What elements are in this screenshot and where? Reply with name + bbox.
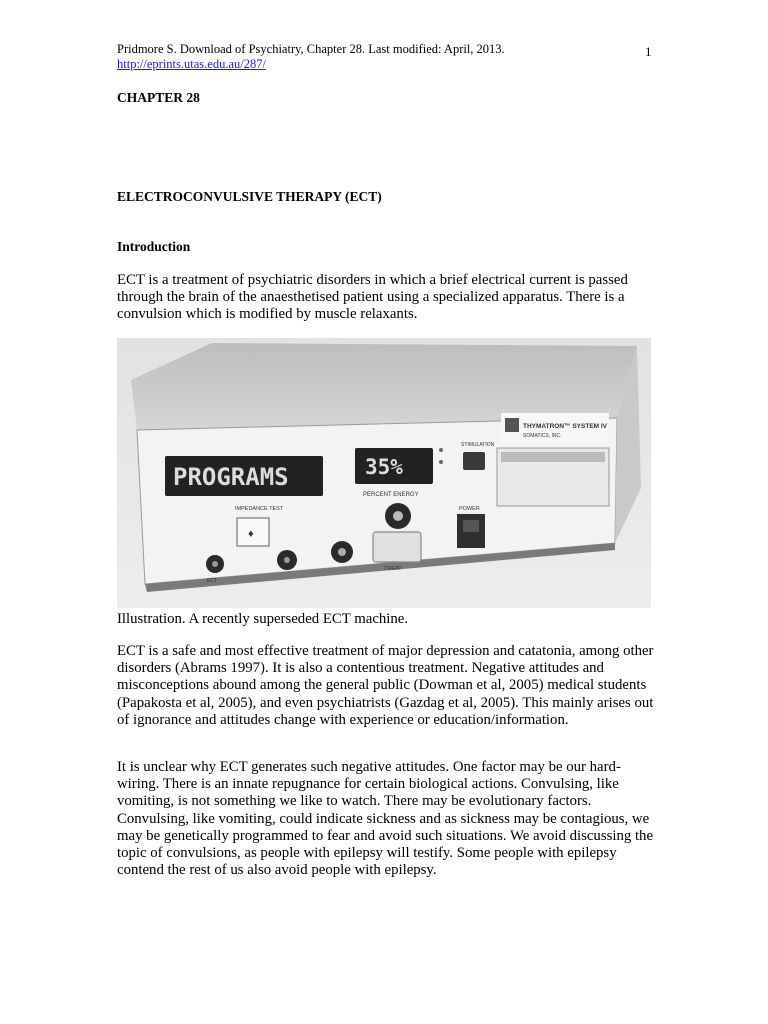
treat-label: TREAT xyxy=(384,566,402,572)
stimulation-label: STIMULATION xyxy=(461,442,495,448)
display-left-text: PROGRAMS xyxy=(173,463,289,491)
paragraph-3: It is unclear why ECT generates such negative attitudes. One factor may be our hard-wiring. There is an innate repugnance for certain biological actions. Convulsing, like vomiting, is not something we like to watch. There may be evolutionary factors. Convulsing, like vomiting, could indicate sickness and as sickness may be contagious, we may be genetically programmed to fear and avoid such situations. We avoid discussing the topic of convulsions, as people with epilepsy will testify. Some people with epilepsy contend the rest of us also avoid people with epilepsy. xyxy=(117,759,654,879)
paragraph-2: ECT is a safe and most effective treatment of major depression and catatonia, among other disorders (Abrams 1997). It is also a contentious treatment. Negative attitudes and misconceptions abound among the general public (Dowman et al, 2005) medical students (Papakosta et al, 2005), and even psychiatrists (Gazdag et al, 2005). This mainly arises out of ignorance and attitudes change with experience or education/information. xyxy=(117,643,654,728)
citation-line: Pridmore S. Download of Psychiatry, Chapter 28. Last modified: April, 2013. xyxy=(117,42,505,56)
ect-machine-photo xyxy=(117,338,651,608)
svg-text:♦: ♦ xyxy=(248,528,254,540)
brand-sub-text: SOMATICS, INC. xyxy=(523,433,562,439)
page-number: 1 xyxy=(645,44,652,59)
page-header xyxy=(117,42,505,72)
source-link[interactable]: http://eprints.utas.edu.au/287/ xyxy=(117,57,266,71)
chapter-heading: CHAPTER 28 xyxy=(117,90,200,105)
figure-caption: Illustration. A recently superseded ECT machine. xyxy=(117,611,409,627)
impedance-label: IMPEDANCE TEST xyxy=(235,506,284,512)
power-label: POWER xyxy=(459,506,480,512)
ect-label: ECT xyxy=(207,578,217,584)
percent-energy-label: PERCENT ENERGY xyxy=(363,492,419,498)
display-right-text: 35% xyxy=(365,455,403,479)
paragraph-1: ECT is a treatment of psychiatric disorders in which a brief electrical current is passed through the brain of the anaesthetised patient using a specialized apparatus. There is a convulsion which is modified by muscle relaxants. xyxy=(117,272,628,323)
ect-machine-illustration xyxy=(117,338,651,608)
section-heading: Introduction xyxy=(117,239,191,254)
brand-text: THYMATRON™ SYSTEM IV xyxy=(523,423,608,430)
document-title: ELECTROCONVULSIVE THERAPY (ECT) xyxy=(117,189,382,204)
